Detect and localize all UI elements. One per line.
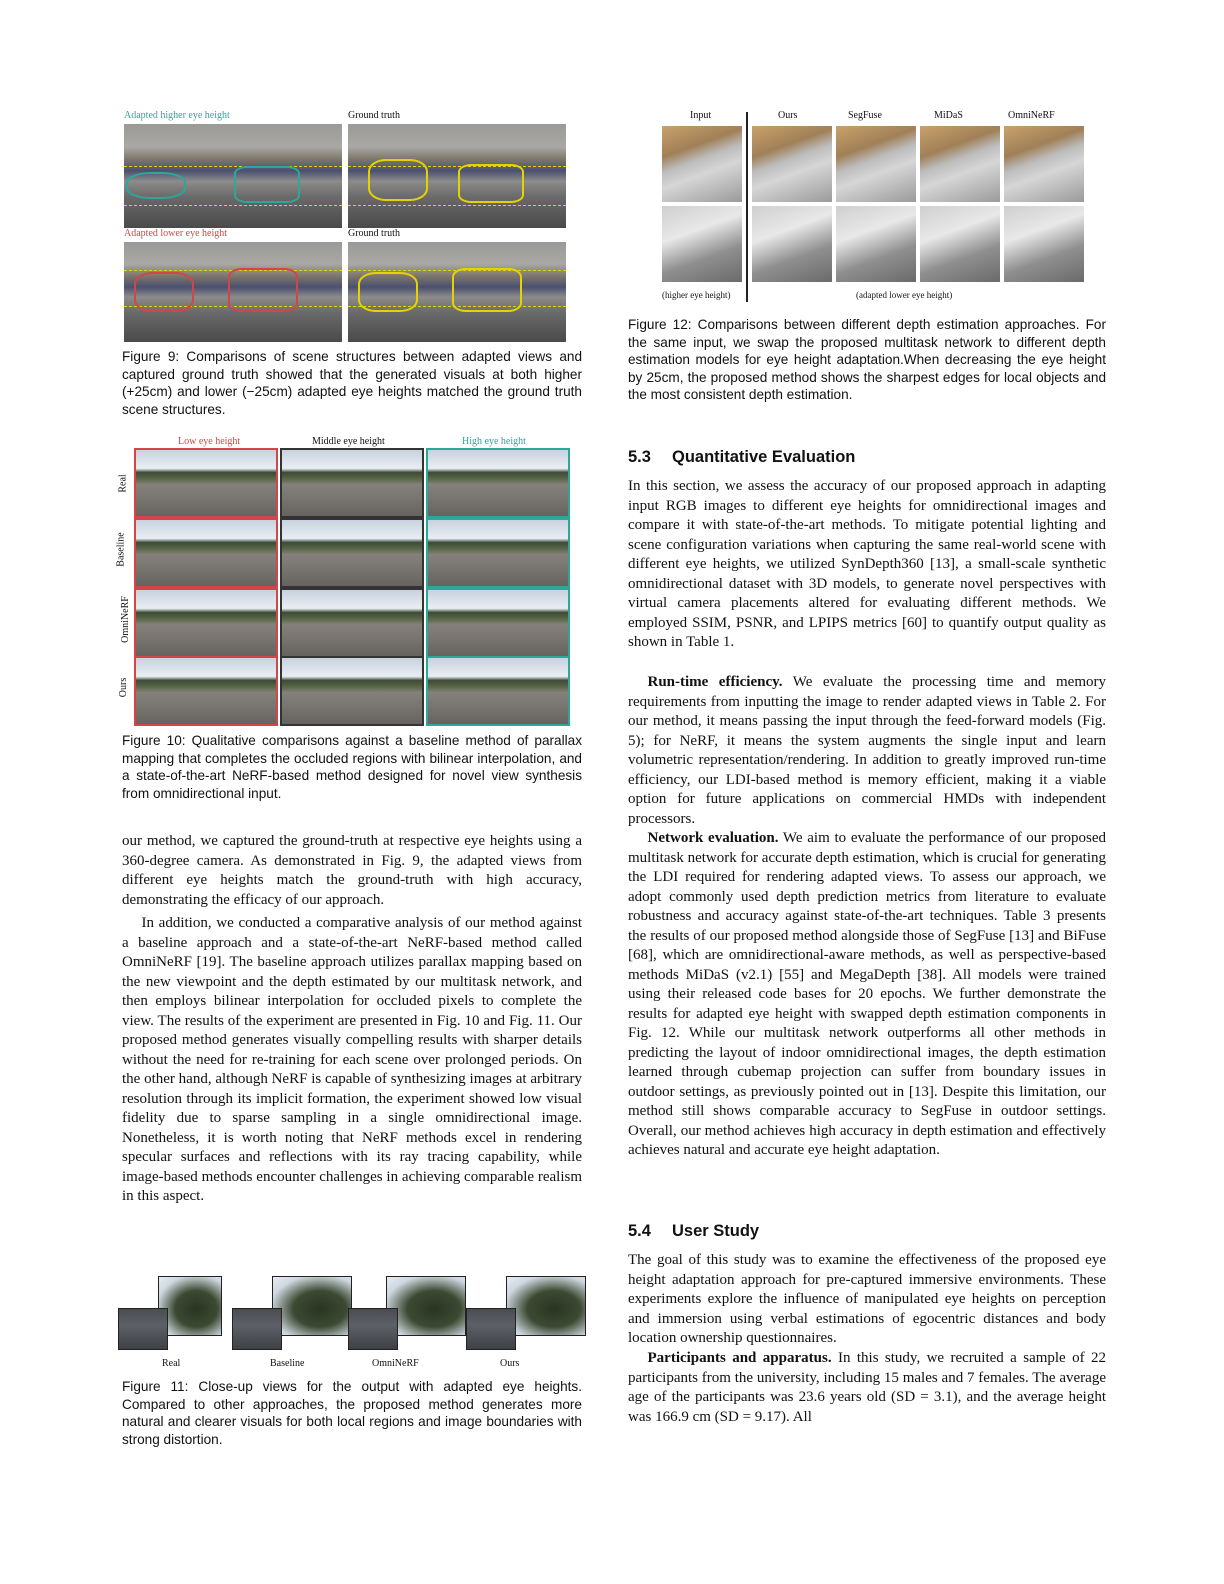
section-5-4-title: User Study [672,1222,760,1240]
section-5-4-paragraph-1: The goal of this study was to examine the effectiveness of the proposed eye height adaptation approach for pre-captured immersive environments. These experiments explore the influence of manipulated eye heights on perception and immersion using verbal estimations of egocentric distances and body location ownership questionnaires. [628,1252,1106,1346]
fig11-label-ours: Ours [500,1358,520,1369]
section-5-3-number: 5.3 [628,448,651,466]
runtime-efficiency-heading: Run-time efficiency. [647,674,783,690]
left-paragraph-2: In addition, we conducted a comparative analysis of our method against a baseline approach and a state-of-the-art NeRF-based method called OmniNeRF [19]. The baseline approach utilizes parallax mapping based on the new viewpoint and the depth estimated by our multitask network, and then employs bilinear interpolation for occluded pixels to complete the view. The results of the experiment are presented in Fig. 10 and Fig. 11. Our proposed method generates visually compelling results with sharper details without the need for re-training for each scene over prolonged periods. On the other hand, although NeRF is capable of synthesizing images at arbitrary resolution through its implicit formation, the experiment showed low visual fidelity due to sparse sampling in a single omnidirectional image. Nonetheless, it is worth noting that NeRF methods excel in rendering specular surfaces and reflections with its ray tracing capability, while image-based methods encounter challenges in achieving comparable realism in this aspect. [122,915,582,1204]
fig9-image-lower [124,242,342,342]
fig9-label-gt1: Ground truth [348,110,400,121]
figure-9 [122,108,582,344]
fig12-col-omninerf: OmniNeRF [1008,110,1055,121]
fig12-segfuse-rgb [836,126,916,202]
fig12-omninerf-depth [1004,206,1084,282]
fig12-input-depth [662,206,742,282]
fig12-input-rgb [662,126,742,202]
fig10-ours-middle [280,656,424,726]
section-5-3-heading [628,448,855,467]
fig10-row-ours: Ours [118,677,130,698]
fig10-real-low [134,448,278,518]
section-5-3-paragraph-1: In this section, we assess the accuracy of our proposed approach in adapting input RGB images to different eye heights for omnidirectional images and compare it with state-of-the-art methods. To mitigate potential lighting and scene configuration variations when capturing the same real-world scene with different eye heights, we utilized SynDepth360 [13], a small-scale synthetic omnidirectional dataset with 3D models, to generate novel perspectives with virtual camera placements altered for evaluating different methods. We employed SSIM, PSNR, and LPIPS metrics [60] to quantify output quality as shown in Table 1. [628,478,1106,650]
fig12-label-lower: (adapted lower eye height) [856,290,953,300]
figure-10-caption: Figure 10: Qualitative comparisons against a baseline method of parallax mapping that completes the occluded regions with bilinear interpolation, and a state-of-the-art NeRF-based method designed for novel view synthesis from omnidirectional input. [122,733,582,801]
fig10-ours-high [426,656,570,726]
fig10-row-omninerf: OmniNeRF [119,596,131,643]
fig12-ours-rgb [752,126,832,202]
fig10-omninerf-high [426,588,570,658]
left-paragraph-1: our method, we captured the ground-truth at respective eye heights using a 360-degree camera. As demonstrated in Fig. 9, the adapted views from different eye heights match the ground-truth with high accuracy, demonstrating the efficacy of our approach. [122,833,582,908]
fig12-midas-depth [920,206,1000,282]
fig11-label-omninerf: OmniNeRF [372,1358,419,1369]
fig12-col-input: Input [690,110,712,121]
figure-10 [115,436,582,726]
fig11-baseline-closeup [272,1276,352,1336]
fig10-omninerf-middle [280,588,424,658]
network-evaluation-paragraph [628,829,1106,1161]
section-5-3-title: Quantitative Evaluation [672,448,856,466]
fig10-real-high [426,448,570,518]
participants-heading: Participants and apparatus. [647,1350,832,1366]
fig9-label-higher: Adapted higher eye height [124,110,230,121]
runtime-efficiency-paragraph [628,673,1106,829]
runtime-efficiency-body: We evaluate the processing time and memory requirements from inputting the image to render adapted views in Table 2. For our method, it means passing the input through the feed-forward models (Fig. 5); for NeRF, it means the system augments the single input and learn volumetric representation/rendering. In addition to greatly improved run-time efficiency, our LDI-based method is memory efficient, making it a viable option for future applications on commercial HMDs with independent processors. [628,674,1106,827]
fig10-col-high: High eye height [462,436,526,447]
fig9-image-gt2 [348,242,566,342]
fig11-ours-closeup [506,1276,586,1336]
fig10-row-real: Real [117,474,129,493]
fig11-omninerf-closeup [386,1276,466,1336]
fig12-ours-depth [752,206,832,282]
section-5-4-heading [628,1222,759,1241]
figure-12 [662,108,1102,308]
figure-11-caption: Figure 11: Close-up views for the output with adapted eye heights. Compared to other approaches, the proposed method generates more natural and clearer visuals for both local regions and image boundaries with strong distortion. [122,1379,582,1447]
fig10-baseline-middle [280,518,424,588]
fig11-ours-inset [466,1308,516,1350]
fig10-row-baseline: Baseline [115,532,127,567]
figure-11 [122,1276,582,1372]
fig12-label-higher: (higher eye height) [662,290,731,300]
fig9-image-higher [124,124,342,228]
fig11-label-baseline: Baseline [270,1358,305,1369]
fig9-label-gt2: Ground truth [348,228,400,239]
fig12-col-segfuse: SegFuse [848,110,882,121]
fig12-divider [746,112,748,302]
fig12-omninerf-rgb [1004,126,1084,202]
fig10-baseline-low [134,518,278,588]
fig11-real-inset [118,1308,168,1350]
fig10-col-low: Low eye height [178,436,241,447]
network-evaluation-heading: Network evaluation. [647,830,779,846]
fig10-ours-low [134,656,278,726]
fig12-col-midas: MiDaS [934,110,963,121]
participants-paragraph [628,1349,1106,1427]
section-5-4-number: 5.4 [628,1222,651,1240]
fig10-real-middle [280,448,424,518]
participants-body: In this study, we recruited a sample of 22 participants from the university, including 15 males and 7 females. The average age of the participants was 23.6 years old (SD = 3.1), and the average height was 166.9 cm (SD = 9.17). All [628,1350,1106,1425]
fig11-label-real: Real [162,1358,181,1369]
fig9-image-gt1 [348,124,566,228]
network-evaluation-body: We aim to evaluate the performance of our proposed multitask network for accurate depth estimation, which is crucial for generating the LDI required for rendering adapted views. To assess our approach, we adopt commonly used depth prediction metrics from literature to evaluate robustness and accuracy against state-of-the-art techniques. Table 3 presents the results of our proposed method alongside those of SegFuse [13] and BiFuse [68], which are omnidirectional-aware methods, as well as perspective-based methods MiDaS (v2.1) [55] and MegaDepth [38]. All models were trained using their released code bases for 20 epochs. We further demonstrate the results for adapted eye height with swapped depth estimation components in Fig. 12. While our multitask network outperforms all other methods in predicting the layout of indoor omnidirectional images, the depth estimation learned through cubemap projection can suffer from boundary issues in outdoor settings, as previously pointed out in [13]. Despite this limitation, our method still shows comparable accuracy to SegFuse in outdoor settings. Overall, our method achieves high accuracy in depth estimation and effectively achieves natural and accurate eye height adaptation. [628,830,1106,1158]
fig10-baseline-high [426,518,570,588]
fig11-omninerf-inset [348,1308,398,1350]
fig10-omninerf-low [134,588,278,658]
fig12-col-ours: Ours [778,110,798,121]
fig12-midas-rgb [920,126,1000,202]
figure-12-caption: Figure 12: Comparisons between different depth estimation approaches. For the same input, we swap the proposed multitask network to different depth estimation models for eye height adaptation.When decreasing the eye height by 25cm, the proposed method shows the sharpest edges for local objects and the most consistent depth estimation. [628,317,1106,403]
fig11-baseline-inset [232,1308,282,1350]
fig10-col-middle: Middle eye height [312,436,385,447]
figure-9-caption: Figure 9: Comparisons of scene structures between adapted views and captured ground truth showed that the generated visuals at both higher (+25cm) and lower (−25cm) adapted eye heights matched the ground truth scene structures. [122,349,582,417]
fig12-segfuse-depth [836,206,916,282]
fig9-label-lower: Adapted lower eye height [124,228,228,239]
